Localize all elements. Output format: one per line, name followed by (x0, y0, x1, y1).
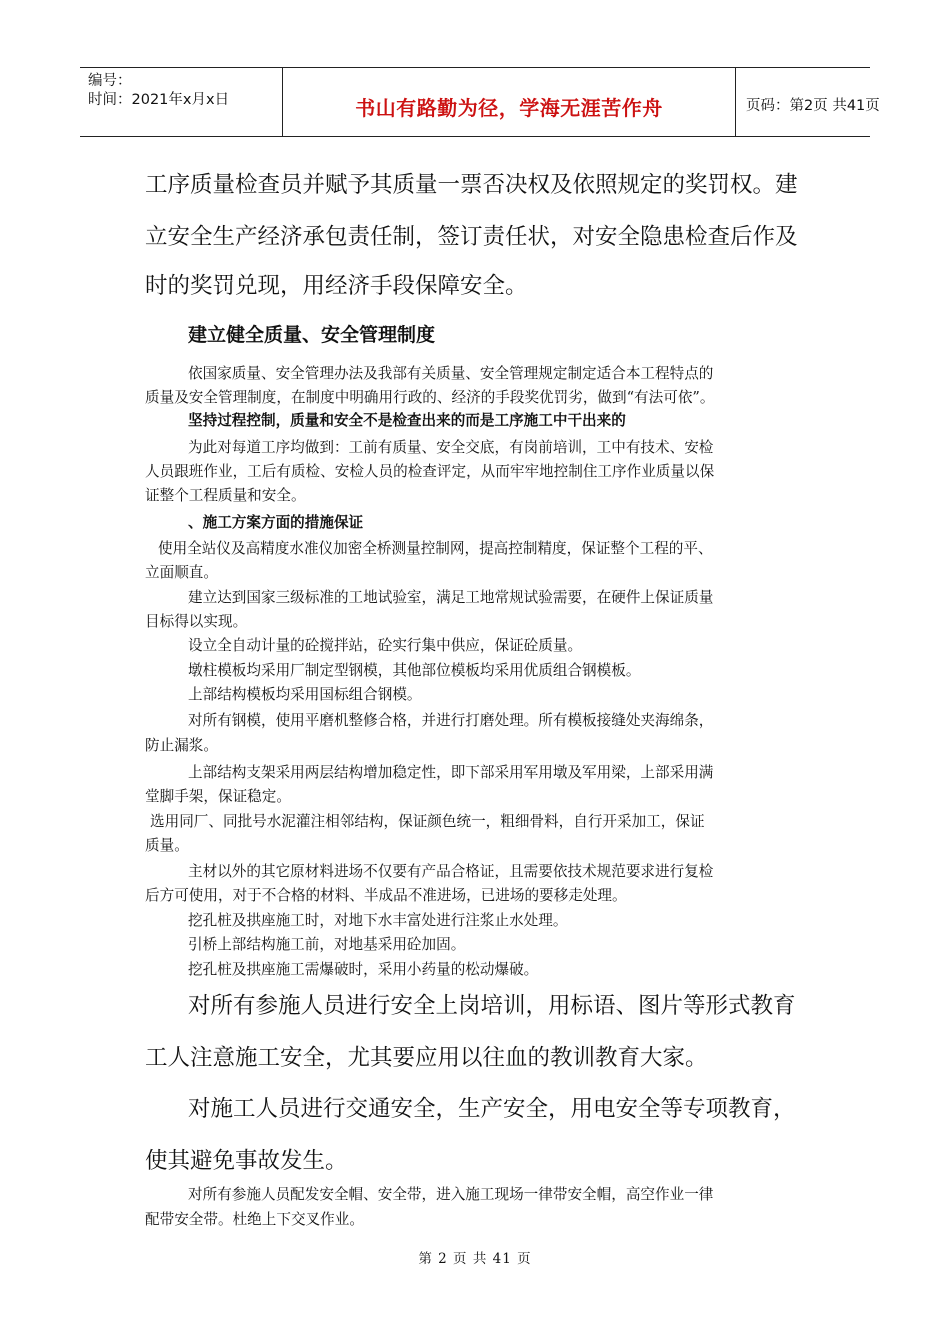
final-line: 对所有参施人员配发安全帽、安全带，进入施工现场一律带安全帽，高空作业一律 (188, 1186, 714, 1203)
safety-line: 对施工人员进行交通安全，生产安全，用电安全等专项教育， (188, 1096, 796, 1122)
measure-line: 建立达到国家三级标准的工地试验室，满足工地常规试验需要，在硬件上保证质量 (188, 589, 714, 606)
measure-line: 对所有钢模，使用平磨机整修合格，并进行打磨处理。所有模板接缝处夹海绵条， (188, 712, 714, 729)
number-label: 编号： (88, 73, 132, 89)
section-heading-management: 建立健全质量、安全管理制度 (188, 324, 436, 346)
measure-line: 目标得以实现。 (145, 613, 248, 630)
measure-line: 引桥上部结构施工前，对地基采用砼加固。 (188, 936, 466, 953)
intro-line: 立安全生产经济承包责任制，签订责任状，对安全隐患检查后作及 (145, 224, 798, 250)
motto: 书山有路勤为径，学海无涯苦作舟 (355, 96, 663, 120)
measure-line: 立面顺直。 (145, 564, 218, 581)
intro-line: 工序质量检查员并赋予其质量一票否决权及依照规定的奖罚权。建 (145, 172, 798, 198)
para-line: 为此对每道工序均做到：工前有质量、安全交底，有岗前培训，工中有技术、安检 (188, 439, 714, 456)
final-line: 配带安全带。杜绝上下交叉作业。 (145, 1211, 364, 1228)
section-heading-measures: 、施工方案方面的措施保证 (188, 514, 364, 531)
measure-line: 挖孔桩及拱座施工时，对地下水丰富处进行注浆止水处理。 (188, 912, 568, 929)
time-label: 时间：2021年x月x日 (88, 92, 230, 108)
measure-line: 使用全站仪及高精度水准仪加密全桥测量控制网，提高控制精度，保证整个工程的平、 (158, 540, 713, 557)
page-header (80, 67, 880, 137)
measure-line: 选用同厂、同批号水泥灌注相邻结构，保证颜色统一，粗细骨料，自行开采加工，保证 (150, 813, 705, 830)
measure-line: 挖孔桩及拱座施工需爆破时，采用小药量的松动爆破。 (188, 961, 539, 978)
measure-line: 上部结构模板均采用国标组合钢模。 (188, 686, 422, 703)
intro-line: 时的奖罚兑现，用经济手段保障安全。 (145, 273, 528, 299)
measure-line: 墩柱模板均采用厂制定型钢模，其他部位模板均采用优质组合钢模板。 (188, 662, 641, 679)
measure-line: 堂脚手架，保证稳定。 (145, 788, 291, 805)
safety-line: 对所有参施人员进行安全上岗培训，用标语、图片等形式教育 (188, 993, 796, 1019)
measure-line: 防止漏浆。 (145, 737, 218, 754)
section-heading-process: 坚持过程控制，质量和安全不是检查出来的而是工序施工中干出来的 (188, 412, 626, 429)
measure-line: 主材以外的其它原材料进场不仅要有产品合格证，且需要依技术规范要求进行复检 (188, 863, 714, 880)
measure-line: 上部结构支架采用两层结构增加稳定性，即下部采用军用墩及军用梁，上部采用满 (188, 764, 714, 781)
page-info: 页码：第2页 共41页 (746, 98, 880, 114)
measure-line: 设立全自动计量的砼搅拌站，砼实行集中供应，保证砼质量。 (188, 637, 583, 654)
measure-line: 后方可使用，对于不合格的材料、半成品不准进场，已进场的要移走处理。 (145, 887, 627, 904)
header-page-cell (736, 68, 880, 136)
page-footer: 第 2 页 共 41 页 (418, 1251, 532, 1267)
para-line: 证整个工程质量和安全。 (145, 487, 306, 504)
para-line: 质量及安全管理制度，在制度中明确用行政的、经济的手段奖优罚劣，做到“有法可依”。 (145, 389, 715, 406)
para-line: 依国家质量、安全管理办法及我部有关质量、安全管理规定制定适合本工程特点的 (188, 365, 714, 382)
measure-line: 质量。 (145, 837, 189, 854)
header-meta-cell (80, 68, 283, 136)
safety-line: 工人注意施工安全，尤其要应用以往血的教训教育大家。 (145, 1045, 708, 1071)
safety-line: 使其避免事故发生。 (145, 1148, 348, 1174)
header-motto-cell (283, 68, 736, 136)
para-line: 人员跟班作业，工后有质检、安检人员的检查评定，从而牢牢地控制住工序作业质量以保 (145, 463, 715, 480)
